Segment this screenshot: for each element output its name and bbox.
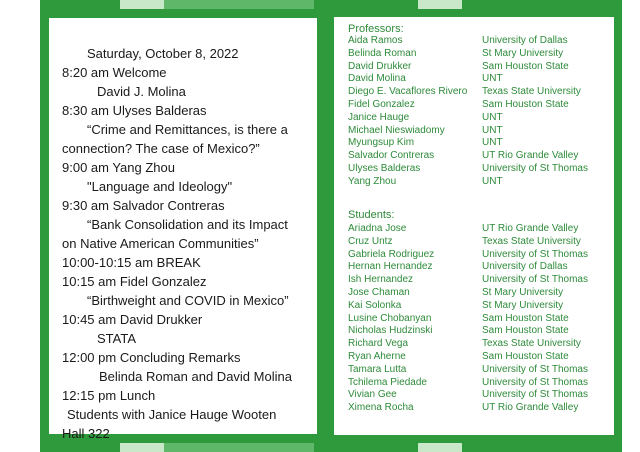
participant-name: Tamara Lutta — [348, 363, 407, 375]
participant-row — [348, 274, 618, 286]
participant-row — [348, 377, 618, 389]
participant-name: Richard Vega — [348, 338, 409, 350]
top-decorative-strip — [40, 0, 622, 9]
event-date: Saturday, October 8, 2022 — [87, 46, 239, 61]
participant-row — [348, 236, 618, 248]
participant-university: Texas State University — [482, 338, 581, 350]
schedule-line: Hall 322 — [62, 426, 110, 441]
strip-segment — [164, 443, 314, 452]
participant-row — [348, 61, 618, 73]
participant-row — [348, 35, 618, 47]
schedule-line: connection? The case of Mexico?” — [62, 141, 260, 156]
participant-name: David Molina — [348, 73, 406, 85]
schedule-line: 12:00 pm Concluding Remarks — [62, 350, 241, 365]
participant-university: University of Dallas — [482, 261, 568, 273]
participant-row — [348, 112, 618, 124]
participant-university: Texas State University — [482, 86, 581, 98]
participant-name: Belinda Roman — [348, 47, 417, 59]
participant-university: Texas State University — [482, 235, 581, 247]
participant-university: University of St Thomas — [482, 274, 588, 286]
participant-row — [348, 99, 618, 111]
schedule-panel — [40, 9, 326, 443]
participant-university: UNT — [482, 137, 503, 149]
participant-row — [348, 300, 618, 312]
bottom-decorative-strip — [40, 443, 622, 452]
participant-row — [348, 402, 618, 414]
participant-name: Ulyses Balderas — [348, 163, 421, 174]
schedule-line: 9:00 am Yang Zhou — [62, 160, 175, 175]
participant-row — [348, 389, 618, 401]
schedule-line: 8:30 am Ulyses Balderas — [62, 103, 207, 118]
participant-name: Kai Solonka — [348, 299, 402, 311]
participant-university: University of St Thomas — [482, 163, 588, 174]
professors-heading: Professors: — [348, 23, 404, 35]
participant-row — [348, 287, 618, 299]
participant-name: Jose Chaman — [348, 287, 410, 298]
participant-university: St Mary University — [482, 299, 564, 311]
participant-row — [348, 137, 618, 149]
participant-name: Myungsup Kim — [348, 137, 415, 149]
participant-university: UT Rio Grande Valley — [482, 223, 579, 234]
strip-segment — [314, 0, 418, 9]
strip-segment — [314, 443, 418, 452]
participant-name: Ish Hernandez — [348, 274, 414, 286]
participant-name: Vivian Gee — [348, 389, 397, 401]
participant-row — [348, 223, 618, 235]
participant-row — [348, 325, 618, 337]
strip-segment — [418, 443, 462, 452]
participant-row — [348, 86, 618, 98]
participant-name: Ximena Rocha — [348, 402, 414, 414]
schedule-line: 10:45 am David Drukker — [62, 312, 203, 327]
schedule-line: 10:00-10:15 am BREAK — [62, 255, 201, 270]
participant-university: UT Rio Grande Valley — [482, 402, 579, 414]
schedule-card — [49, 18, 317, 441]
participant-university: UNT — [482, 73, 503, 85]
schedule-line: David J. Molina — [97, 84, 186, 99]
schedule-line: Students with Janice Hauge Wooten — [67, 407, 277, 422]
participants-card — [333, 16, 615, 436]
participant-name: Michael Nieswiadomy — [348, 124, 445, 136]
participant-university: St Mary University — [482, 287, 564, 298]
participant-name: Salvador Contreras — [348, 150, 435, 162]
participant-university: Sam Houston State — [482, 99, 569, 110]
participant-university: UT Rio Grande Valley — [482, 150, 579, 162]
schedule-line: 10:15 am Fidel Gonzalez — [62, 274, 207, 289]
participant-name: Ariadna Jose — [348, 223, 407, 234]
strip-segment — [418, 0, 462, 9]
participant-name: David Drukker — [348, 60, 412, 72]
participant-name: Fidel Gonzalez — [348, 99, 415, 110]
participant-row — [348, 261, 618, 273]
participant-name: Aida Ramos — [348, 35, 403, 46]
participant-university: University of Dallas — [482, 35, 568, 46]
participant-university: Sam Houston State — [482, 60, 569, 72]
participants-panel — [326, 9, 622, 443]
participant-university: UNT — [482, 111, 503, 123]
participant-university: Sam Houston State — [482, 325, 569, 337]
participant-name: Janice Hauge — [348, 111, 410, 123]
participant-name: Lusine Chobanyan — [348, 312, 432, 324]
schedule-line: "Language and Ideology" — [87, 179, 233, 194]
schedule-line: on Native American Communities” — [62, 236, 259, 251]
participant-name: Gabriela Rodriguez — [348, 248, 435, 260]
schedule-line: “Birthweight and COVID in Mexico” — [87, 293, 289, 308]
participant-row — [348, 48, 618, 60]
schedule-line: 12:15 pm Lunch — [62, 388, 156, 403]
strip-segment — [164, 0, 314, 9]
participant-name: Tchilema Piedade — [348, 376, 427, 388]
schedule-line: STATA — [97, 331, 136, 346]
participant-university: UNT — [482, 175, 503, 187]
schedule-line: “Crime and Remittances, is there a — [87, 122, 288, 137]
participant-row — [348, 163, 618, 175]
participant-name: Nicholas Hudzinski — [348, 325, 433, 337]
participant-row — [348, 150, 618, 162]
strip-segment — [120, 0, 164, 9]
schedule-line: Belinda Roman and David Molina — [99, 369, 292, 384]
participant-row — [348, 249, 618, 261]
schedule-line: “Bank Consolidation and its Impact — [87, 217, 288, 232]
participant-row — [348, 313, 618, 325]
strip-segment — [462, 0, 622, 9]
schedule-line: 9:30 am Salvador Contreras — [62, 198, 225, 213]
participant-row — [348, 176, 618, 188]
participant-university: UNT — [482, 124, 503, 136]
participant-university: Sam Houston State — [482, 312, 569, 324]
participant-university: University of St Thomas — [482, 363, 588, 375]
strip-segment — [120, 443, 164, 452]
participant-name: Cruz Untz — [348, 235, 393, 247]
participant-name: Ryan Aherne — [348, 351, 406, 362]
strip-segment — [40, 0, 120, 9]
participant-row — [348, 351, 618, 363]
participant-university: Sam Houston State — [482, 351, 569, 362]
participant-university: University of St Thomas — [482, 389, 588, 401]
schedule-line: 8:20 am Welcome — [62, 65, 167, 80]
participant-row — [348, 338, 618, 350]
participant-name: Diego E. Vacaflores Rivero — [348, 86, 468, 98]
strip-segment — [462, 443, 622, 452]
participant-row — [348, 364, 618, 376]
students-heading: Students: — [348, 209, 395, 221]
participant-name: Hernan Hernandez — [348, 261, 433, 273]
strip-segment — [40, 443, 120, 452]
participant-row — [348, 125, 618, 137]
participant-name: Yang Zhou — [348, 175, 397, 187]
participant-university: University of St Thomas — [482, 376, 588, 388]
participant-university: St Mary University — [482, 47, 564, 59]
participant-university: University of St Thomas — [482, 248, 588, 260]
participant-row — [348, 73, 618, 85]
